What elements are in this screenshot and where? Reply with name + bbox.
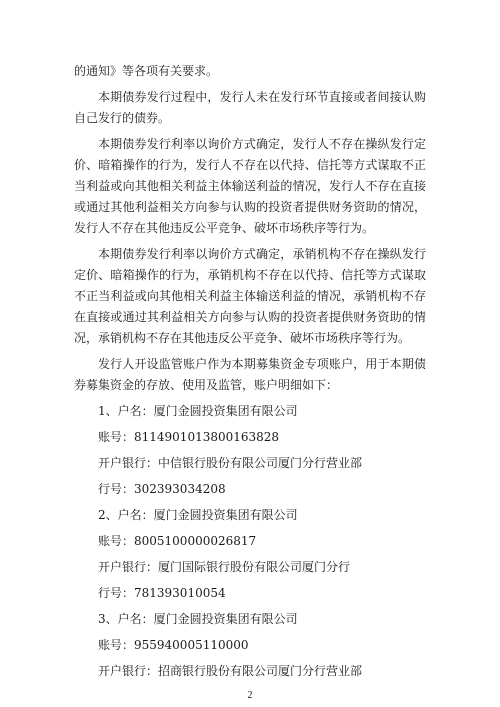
account-3-name: 3、户名：厦门金圆投资集团有限公司 xyxy=(98,612,298,626)
account-1-name: 1、户名：厦门金圆投资集团有限公司 xyxy=(98,404,298,418)
account-1-bank: 开户银行：中信银行股份有限公司厦门分行营业部 xyxy=(98,456,363,470)
account-2-name: 2、户名：厦门金圆投资集团有限公司 xyxy=(98,508,298,522)
account-3-number: 账号：955940005110000 xyxy=(98,638,249,652)
account-2-code: 行号：781393010054 xyxy=(98,586,226,600)
paragraph-underwriter-conduct: 本期债券发行利率以询价方式确定，承销机构不存在操纵发行定价、暗箱操作的行为，承销机构不存在以代持、信托等方式谋取不正当利益或向其他相关利益主体输送利益的情况，承销机构不存在直接或通过其利益相关方向参与认购的投资者提供财务资助的情况，承销机构不存在其他违反公平竞争、破坏市场秩序等行为。 xyxy=(74,247,426,345)
paragraph-continuation: 的通知》等各项有关要求。 xyxy=(74,64,219,78)
paragraph-supervision-account: 发行人开设监管账户作为本期募集资金专项账户，用于本期债券募集资金的存放、使用及监管，账户明细如下： xyxy=(74,357,426,392)
paragraph-issuer-conduct: 本期债券发行利率以询价方式确定，发行人不存在操纵发行定价、暗箱操作的行为，发行人不存在以代持、信托等方式谋取不正当利益或向其他相关利益主体输送利益的情况，发行人不存在直接或通过其他利益相关方向参与认购的投资者提供财务资助的情况，发行人不存在其他违反公平竞争、破坏市场秩序等行为。 xyxy=(74,137,426,235)
account-1-code: 行号：302393034208 xyxy=(98,482,226,496)
account-2-number: 账号：8005100000026817 xyxy=(98,534,257,548)
account-1-number: 账号：8114901013800163828 xyxy=(98,430,280,444)
account-3-bank: 开户银行：招商银行股份有限公司厦门分行营业部 xyxy=(98,664,363,678)
account-2-bank: 开户银行：厦门国际银行股份有限公司厦门分行 xyxy=(98,560,351,574)
page-number: 2 xyxy=(247,690,253,701)
paragraph-self-subscription: 本期债券发行过程中，发行人未在发行环节直接或者间接认购自己发行的债券。 xyxy=(74,90,426,125)
